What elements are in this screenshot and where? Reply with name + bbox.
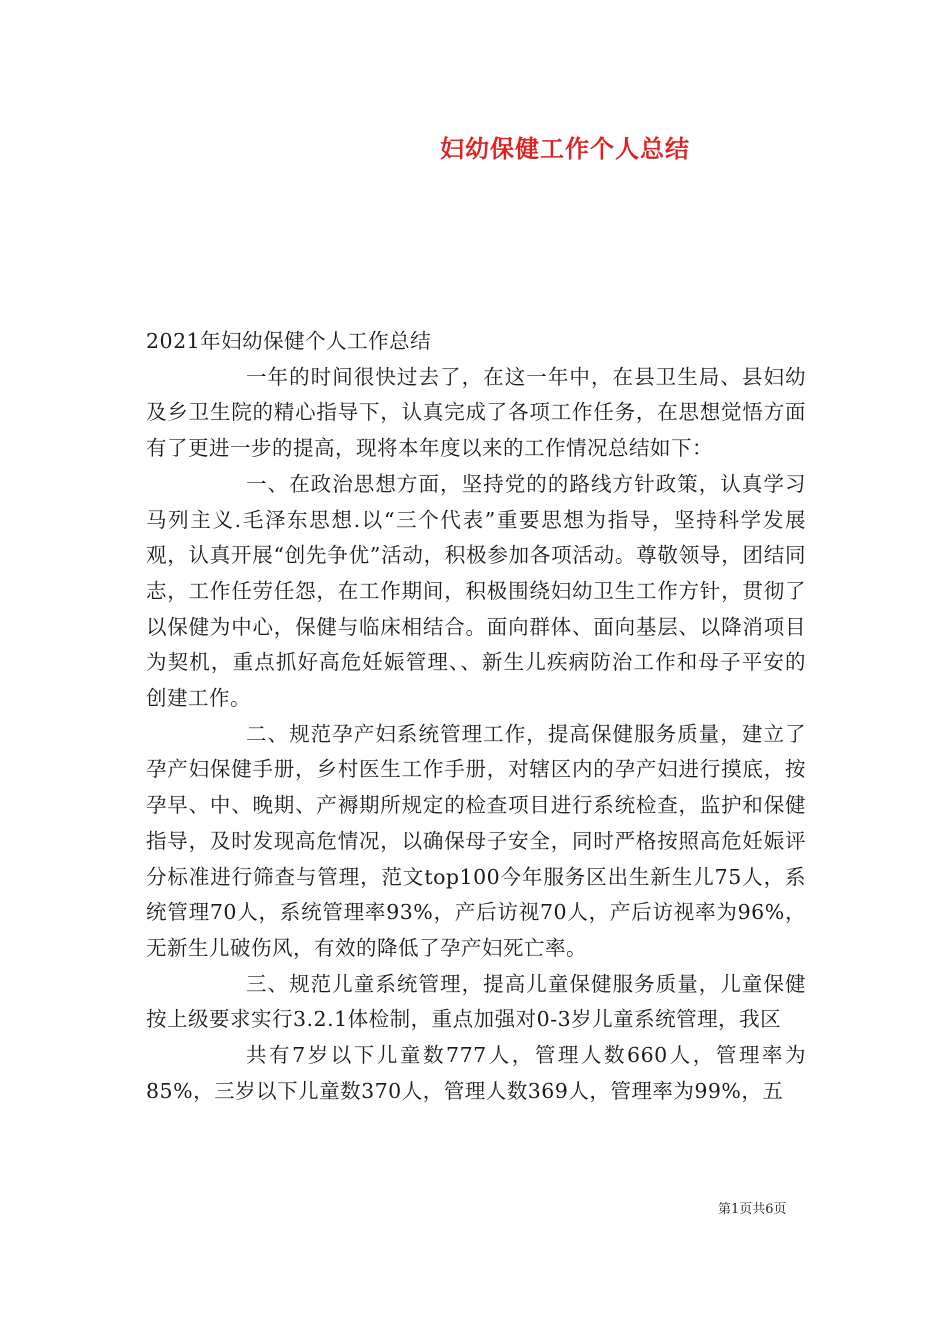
paragraph-intro: 一年的时间很快过去了，在这一年中，在县卫生局、县妇幼及乡卫生院的精心指导下，认真完成了各项工作任务，在思想觉悟方面有了更进一步的提高，现将本年度以来的工作情况总结如下：: [146, 364, 806, 461]
document-body: [146, 324, 806, 1109]
document-title: 妇幼保健工作个人总结: [440, 135, 690, 163]
paragraph-children: 三、规范儿童系统管理，提高儿童保健服务质量，儿童保健按上级要求实行3.2.1体检制，重点加强对0-3岁儿童系统管理，我区: [146, 971, 806, 1032]
paragraph-maternal: 二、规范孕产妇系统管理工作，提高保健服务质量，建立了孕产妇保健手册，乡村医生工作手册，对辖区内的孕产妇进行摸底，按孕早、中、晚期、产褥期所规定的检查项目进行系统检查，监护和保健指导，及时发现高危情况，以确保母子安全，同时严格按照高危妊娠评分标准进行筛查与管理，范文top100今年服务区出生新生儿75人，系统管理70人，系统管理率93%，产后访视70人，产后访视率为96%，无新生儿破伤风，有效的降低了孕产妇死亡率。: [146, 721, 806, 960]
page-number: 第1页共6页: [718, 1202, 787, 1217]
paragraph-statistics: 共有7岁以下儿童数777人，管理人数660人，管理率为85%，三岁以下儿童数370人，管理人数369人，管理率为99%，五: [146, 1043, 806, 1103]
document-subtitle: 2021年妇幼保健个人工作总结: [146, 329, 432, 353]
paragraph-political: 一、在政治思想方面，坚持党的的路线方针政策，认真学习马列主义.毛泽东思想.以“三个代表”重要思想为指导，坚持科学发展观，认真开展“创先争优”活动，积极参加各项活动。尊敬领导，团结同志，工作任劳任怨，在工作期间，积极围绕妇幼卫生工作方针，贯彻了以保健为中心，保健与临床相结合。面向群体、面向基层、以降消项目为契机，重点抓好高危妊娠管理、、新生儿疾病防治工作和母子平安的创建工作。: [146, 471, 806, 711]
